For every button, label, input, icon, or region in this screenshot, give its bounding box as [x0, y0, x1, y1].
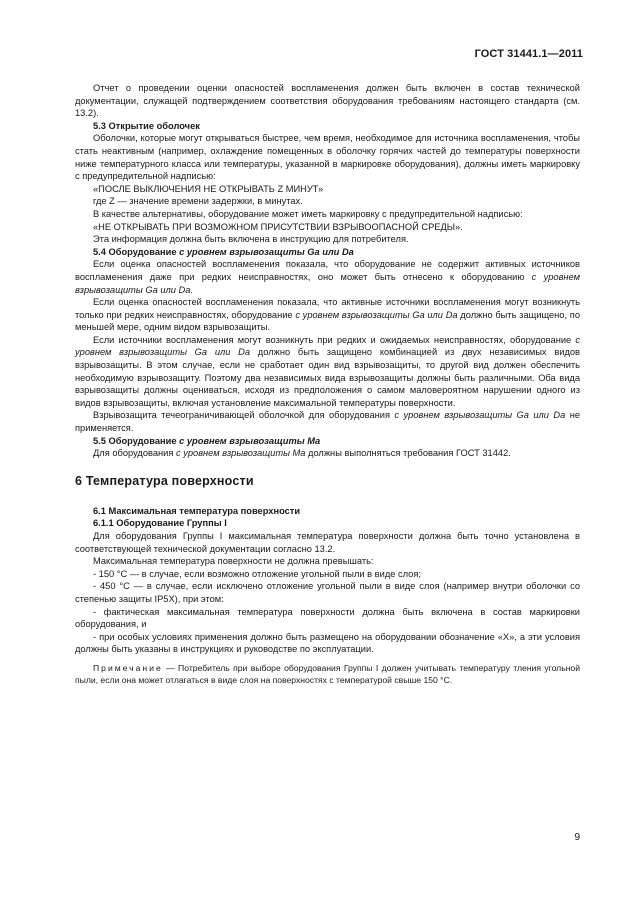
text-run: должно быть защищено комбинацией из двух независимых видов взрывозащиты. В этом случае, если не сработает один вид взрывозащиты, то другой вид должен обеспечить необходимую взрывозащиту. Поэтому два независимых вида взрывозащиты должны быть различными. Оба вида взрывозащиты должны оцениваться, исходя из предположения о самом маловероятном нарушении одного из видов взрывозащиты, включая установление максимальной температуры поверхности.	[75, 347, 580, 408]
italic-run: с уровнем взрывозащиты Ga или Da	[295, 309, 458, 320]
paragraph-ga-da-1	[75, 258, 580, 296]
heading-part: 5.4 Оборудование	[93, 246, 180, 257]
paragraph-alternative: В качестве альтернативы, оборудование может иметь маркировку с предупредительной надписью:	[93, 208, 523, 219]
paragraph-report: Отчет о проведении оценки опасностей воспламенения должен быть включен в состав технической документации, служащей подтверждением соответствия оборудования требованиям настоящего стандарта (см. 13.2).	[75, 83, 580, 119]
italic-run: с уровнем взрывозащиты Ma	[175, 448, 306, 459]
list-item-x-marking: - при особых условиях применения должно быть размещено на оборудовании обозначение «X», а эти условия должны быть указаны в инструкциях и руководстве по эксплуатации.	[75, 631, 580, 655]
text-run: Если оценка опасностей воспламенения показала, что активные источники воспламенения могут возникнуть только при редких неисправностях, оборудование	[75, 297, 580, 320]
page-number: 9	[574, 832, 580, 843]
paragraph-z-definition: где Z — значение времени задержки, в минутах.	[93, 196, 303, 207]
text-run: Для оборудования	[93, 448, 176, 459]
text-run: не применяется.	[75, 410, 581, 434]
note-text: — Потребитель при выборе оборудования Группы I должен учитывать температуру тления угольной пыли, если она может отлагаться в виде слоя на поверхностях с температурой свыше 150 °C.	[75, 662, 580, 685]
paragraph-ga-da-2	[75, 296, 580, 334]
document-body	[75, 82, 580, 686]
text-run: Если источники воспламенения могут возникнуть при редких и ожидаемых неисправностях, оборудование	[93, 334, 576, 345]
italic-run: с уровнем взрывозащиты Ga или Da	[75, 334, 580, 358]
section-6-1-heading: 6.1 Максимальная температура поверхности	[93, 505, 301, 516]
paragraph-group-1: Для оборудования Группы I максимальная температура поверхности должна быть точно установлена в соответствующей технической документации согласно 13.2.	[75, 531, 580, 554]
paragraph-ma	[75, 447, 580, 460]
section-6-heading: 6 Температура поверхности	[75, 473, 254, 488]
paragraph-max-temp: Максимальная температура поверхности не должна превышать:	[93, 556, 374, 567]
warning-text-1: «ПОСЛЕ ВЫКЛЮЧЕНИЯ НЕ ОТКРЫВАТЬ Z МИНУТ»	[93, 183, 324, 194]
section-5-4-heading	[75, 246, 580, 259]
list-item-150: - 150 °C — в случае, если возможно отложение угольной пыли в виде слоя;	[93, 568, 421, 579]
text-run: .	[190, 284, 193, 295]
heading-italic-part: с уровнем взрывозащиты Ma	[179, 435, 321, 446]
paragraph-instructions: Эта информация должна быть включена в инструкцию для потребителя.	[93, 234, 409, 245]
note-label: Примечание	[93, 662, 163, 673]
heading-part: 5.5 Оборудование	[93, 435, 180, 446]
paragraph-ga-da-3	[75, 334, 580, 410]
document-header: ГОСТ 31441.1—2011	[474, 48, 583, 60]
warning-text-2: «НЕ ОТКРЫВАТЬ ПРИ ВОЗМОЖНОМ ПРИСУТСТВИИ ВЗРЫВООПАСНОЙ СРЕДЫ».	[93, 221, 463, 232]
italic-run: с уровнем взрывозащиты Ga или Da	[75, 271, 580, 295]
list-item-450: - 450 °C — в случае, если исключено отложение угольной пыли в виде слоя (например внутри оболочки со степенью защиты IP5X), при этом:	[75, 581, 580, 604]
section-6-1-1-heading: 6.1.1 Оборудование Группы I	[93, 518, 227, 529]
text-run: должно быть защищено, по меньшей мере, одним видом взрывозащиты.	[75, 309, 580, 333]
note	[75, 662, 580, 686]
heading-italic-part: с уровнем взрывозащиты Ga или Da	[179, 246, 354, 257]
section-5-5-heading	[75, 435, 580, 448]
text-run: Если оценка опасностей воспламенения показала, что оборудование не содержит активных источников воспламенения даже при редких неисправностях, оно может быть отнесено к оборудованию	[75, 259, 580, 282]
paragraph-enclosures: Оболочки, которые могут открываться быстрее, чем время, необходимое для источника воспламенения, чтобы стать неактивным (например, охлаждение помещенных в оболочку горячих частей до температуры поверхности ниже температурного класса или температуры, указанной в маркировке оборудования), должны иметь маркировку с предупредительной надписью:	[75, 133, 580, 182]
paragraph-ga-da-4	[75, 409, 580, 434]
list-item-marking: - фактическая максимальная температура поверхности должна быть включена в состав маркировки оборудования, и	[75, 606, 580, 630]
text-run: Взрывозащита течеограничивающей оболочкой для оборудования	[93, 410, 395, 421]
section-5-3-heading: 5.3 Открытие оболочек	[93, 120, 200, 131]
text-run: должны выполняться требования ГОСТ 31442.	[305, 448, 511, 459]
italic-run: с уровнем взрывозащиты Ga или Da	[394, 410, 566, 421]
